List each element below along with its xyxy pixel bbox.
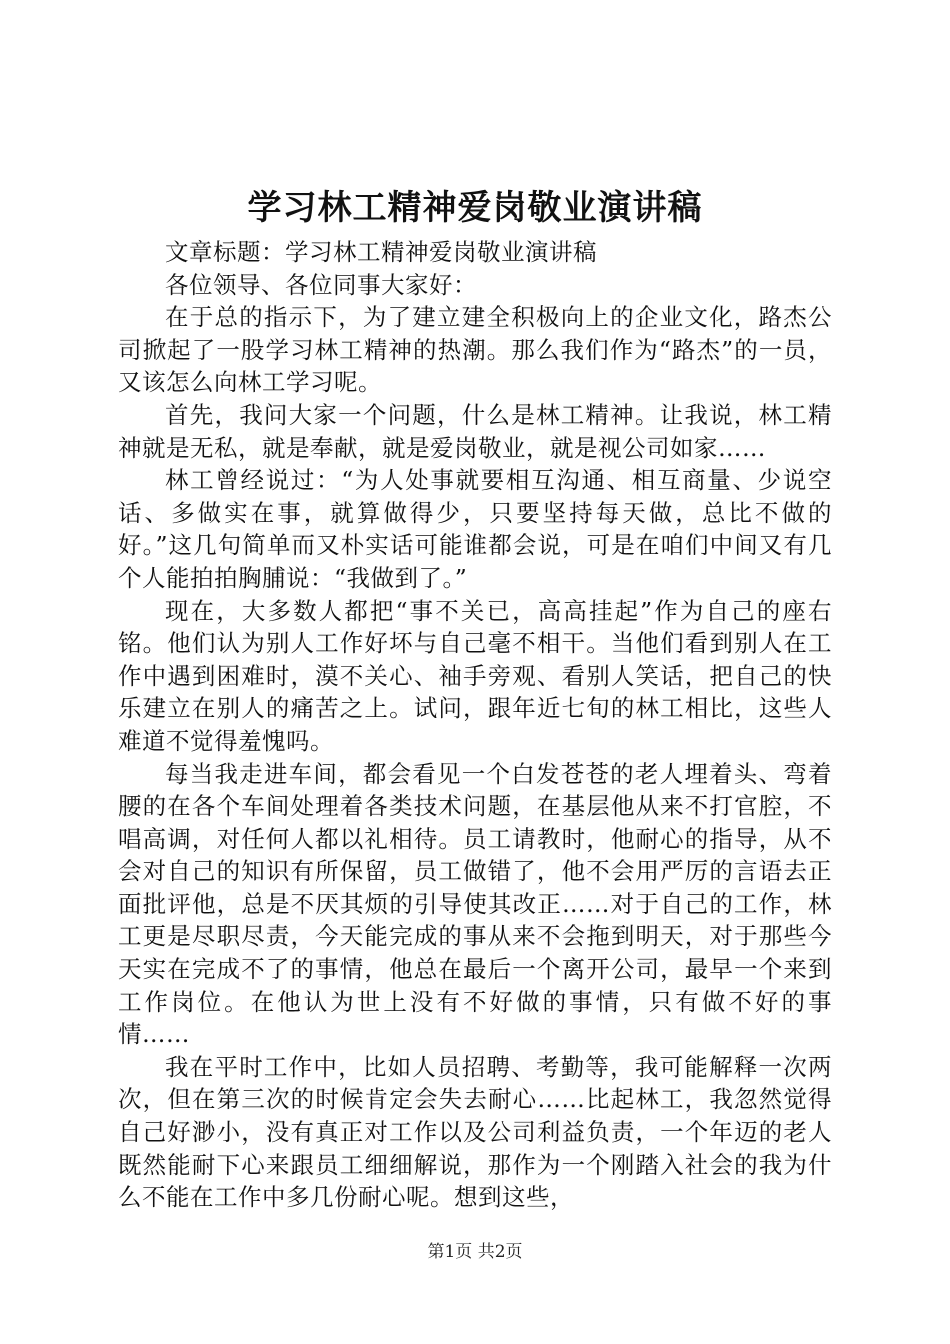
document-body [118, 236, 832, 1214]
paragraph-greeting: 各位领导、各位同事大家好： [165, 270, 477, 299]
paragraph: 首先，我问大家一个问题，什么是林工精神。让我说，林工精神就是无私，就是奉献，就是爱岗敬业，就是视公司如家…… [118, 400, 832, 462]
paragraph: 每当我走进车间，都会看见一个白发苍苍的老人埋着头、弯着腰的在各个车间处理着各类技术问题，在基层他从来不打官腔，不唱高调，对任何人都以礼相待。员工请教时，他耐心的指导，从不会对自己的知识有所保留，员工做错了，他不会用严厉的言语去正面批评他，总是不厌其烦的引导使其改正……对于自己的工作，林工更是尽职尽责，今天能完成的事从来不会拖到明天，对于那些今天实在完成不了的事情，他总在最后一个离开公司，最早一个来到工作岗位。在他认为世上没有不好做的事情，只有做不好的事情…… [118, 759, 832, 1049]
paragraph-article-title: 文章标题：学习林工精神爱岗敬业演讲稿 [165, 238, 597, 266]
paragraph: 我在平时工作中，比如人员招聘、考勤等，我可能解释一次两次，但在第三次的时候肯定会失去耐心……比起林工，我忽然觉得自己好渺小，没有真正对工作以及公司利益负责，一个年迈的老人既然能耐下心来跟员工细细解说，那作为一个刚踏入社会的我为什么不能在工作中多几份耐心呢。想到这些， [118, 1052, 832, 1212]
paragraph: 在于总的指示下，为了建立建全积极向上的企业文化，路杰公司掀起了一股学习林工精神的热潮。那么我们作为“路杰”的一员，又该怎么向林工学习呢。 [118, 303, 832, 397]
paragraph: 林工曾经说过：“为人处事就要相互沟通、相互商量、少说空话、多做实在事，就算做得少，只要坚持每天做，总比不做的好。”这几句简单而又朴实话可能谁都会说，可是在咱们中间又有几个人能拍拍胸脯说：“我做到了。” [118, 466, 832, 592]
document-title: 学习林工精神爱岗敬业演讲稿 [247, 188, 703, 228]
paragraph: 现在，大多数人都把“事不关已，高高挂起”作为自己的座右铭。他们认为别人工作好坏与自己毫不相干。当他们看到别人在工作中遇到困难时，漠不关心、袖手旁观、看别人笑话，把自己的快乐建立在别人的痛苦之上。试问，跟年近七旬的林工相比，这些人难道不觉得羞愧吗。 [118, 596, 832, 755]
page-number-footer: 第1页 共2页 [427, 1242, 523, 1262]
